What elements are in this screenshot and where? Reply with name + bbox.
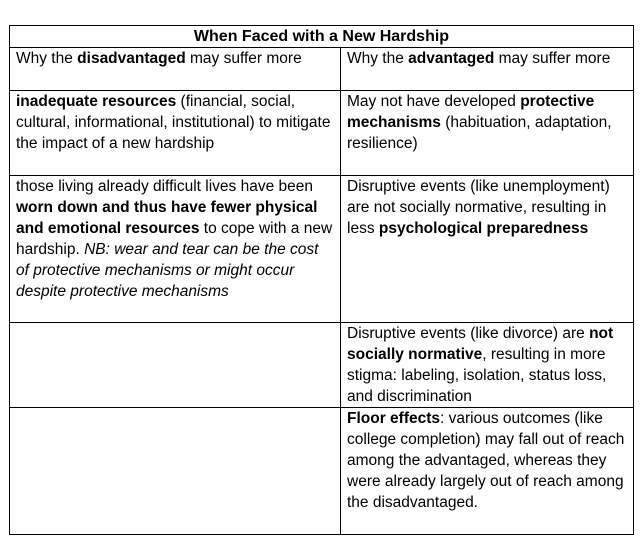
header-disadvantaged: Why the disadvantaged may suffer more <box>10 48 341 91</box>
header-advantaged: Why the advantaged may suffer more <box>341 48 634 91</box>
cell-inadequate-resources: inadequate resources (financial, social, cultural, informational, institutional) to mitigate the impact of a new hardship <box>10 91 341 176</box>
table-row <box>10 408 634 535</box>
table-row <box>10 323 634 408</box>
cell-protective-mechanisms: May not have developed protective mechanisms (habituation, adaptation, resilience) <box>341 91 634 176</box>
cell-floor-effects: Floor effects: various outcomes (like college completion) may fall out of reach among the advantaged, whereas they were already largely out of reach among the disadvantaged. <box>341 408 634 535</box>
cell-not-socially-normative: Disruptive events (like divorce) are not socially normative, resulting in more stigma: labeling, isolation, status loss, and discrimination <box>341 323 634 408</box>
table-row <box>10 176 634 323</box>
hardship-table <box>9 25 634 535</box>
table-title: When Faced with a New Hardship <box>10 26 634 48</box>
cell-psychological-preparedness: Disruptive events (like unemployment) are not socially normative, resulting in less psychological preparedness <box>341 176 634 323</box>
table-row <box>10 91 634 176</box>
cell-empty <box>10 323 341 408</box>
cell-worn-down: those living already difficult lives have been worn down and thus have fewer physical and emotional resources to cope with a new hardship. NB: wear and tear can be the cost of protective mechanisms or might occur despite protective mechanisms <box>10 176 341 323</box>
cell-empty <box>10 408 341 535</box>
